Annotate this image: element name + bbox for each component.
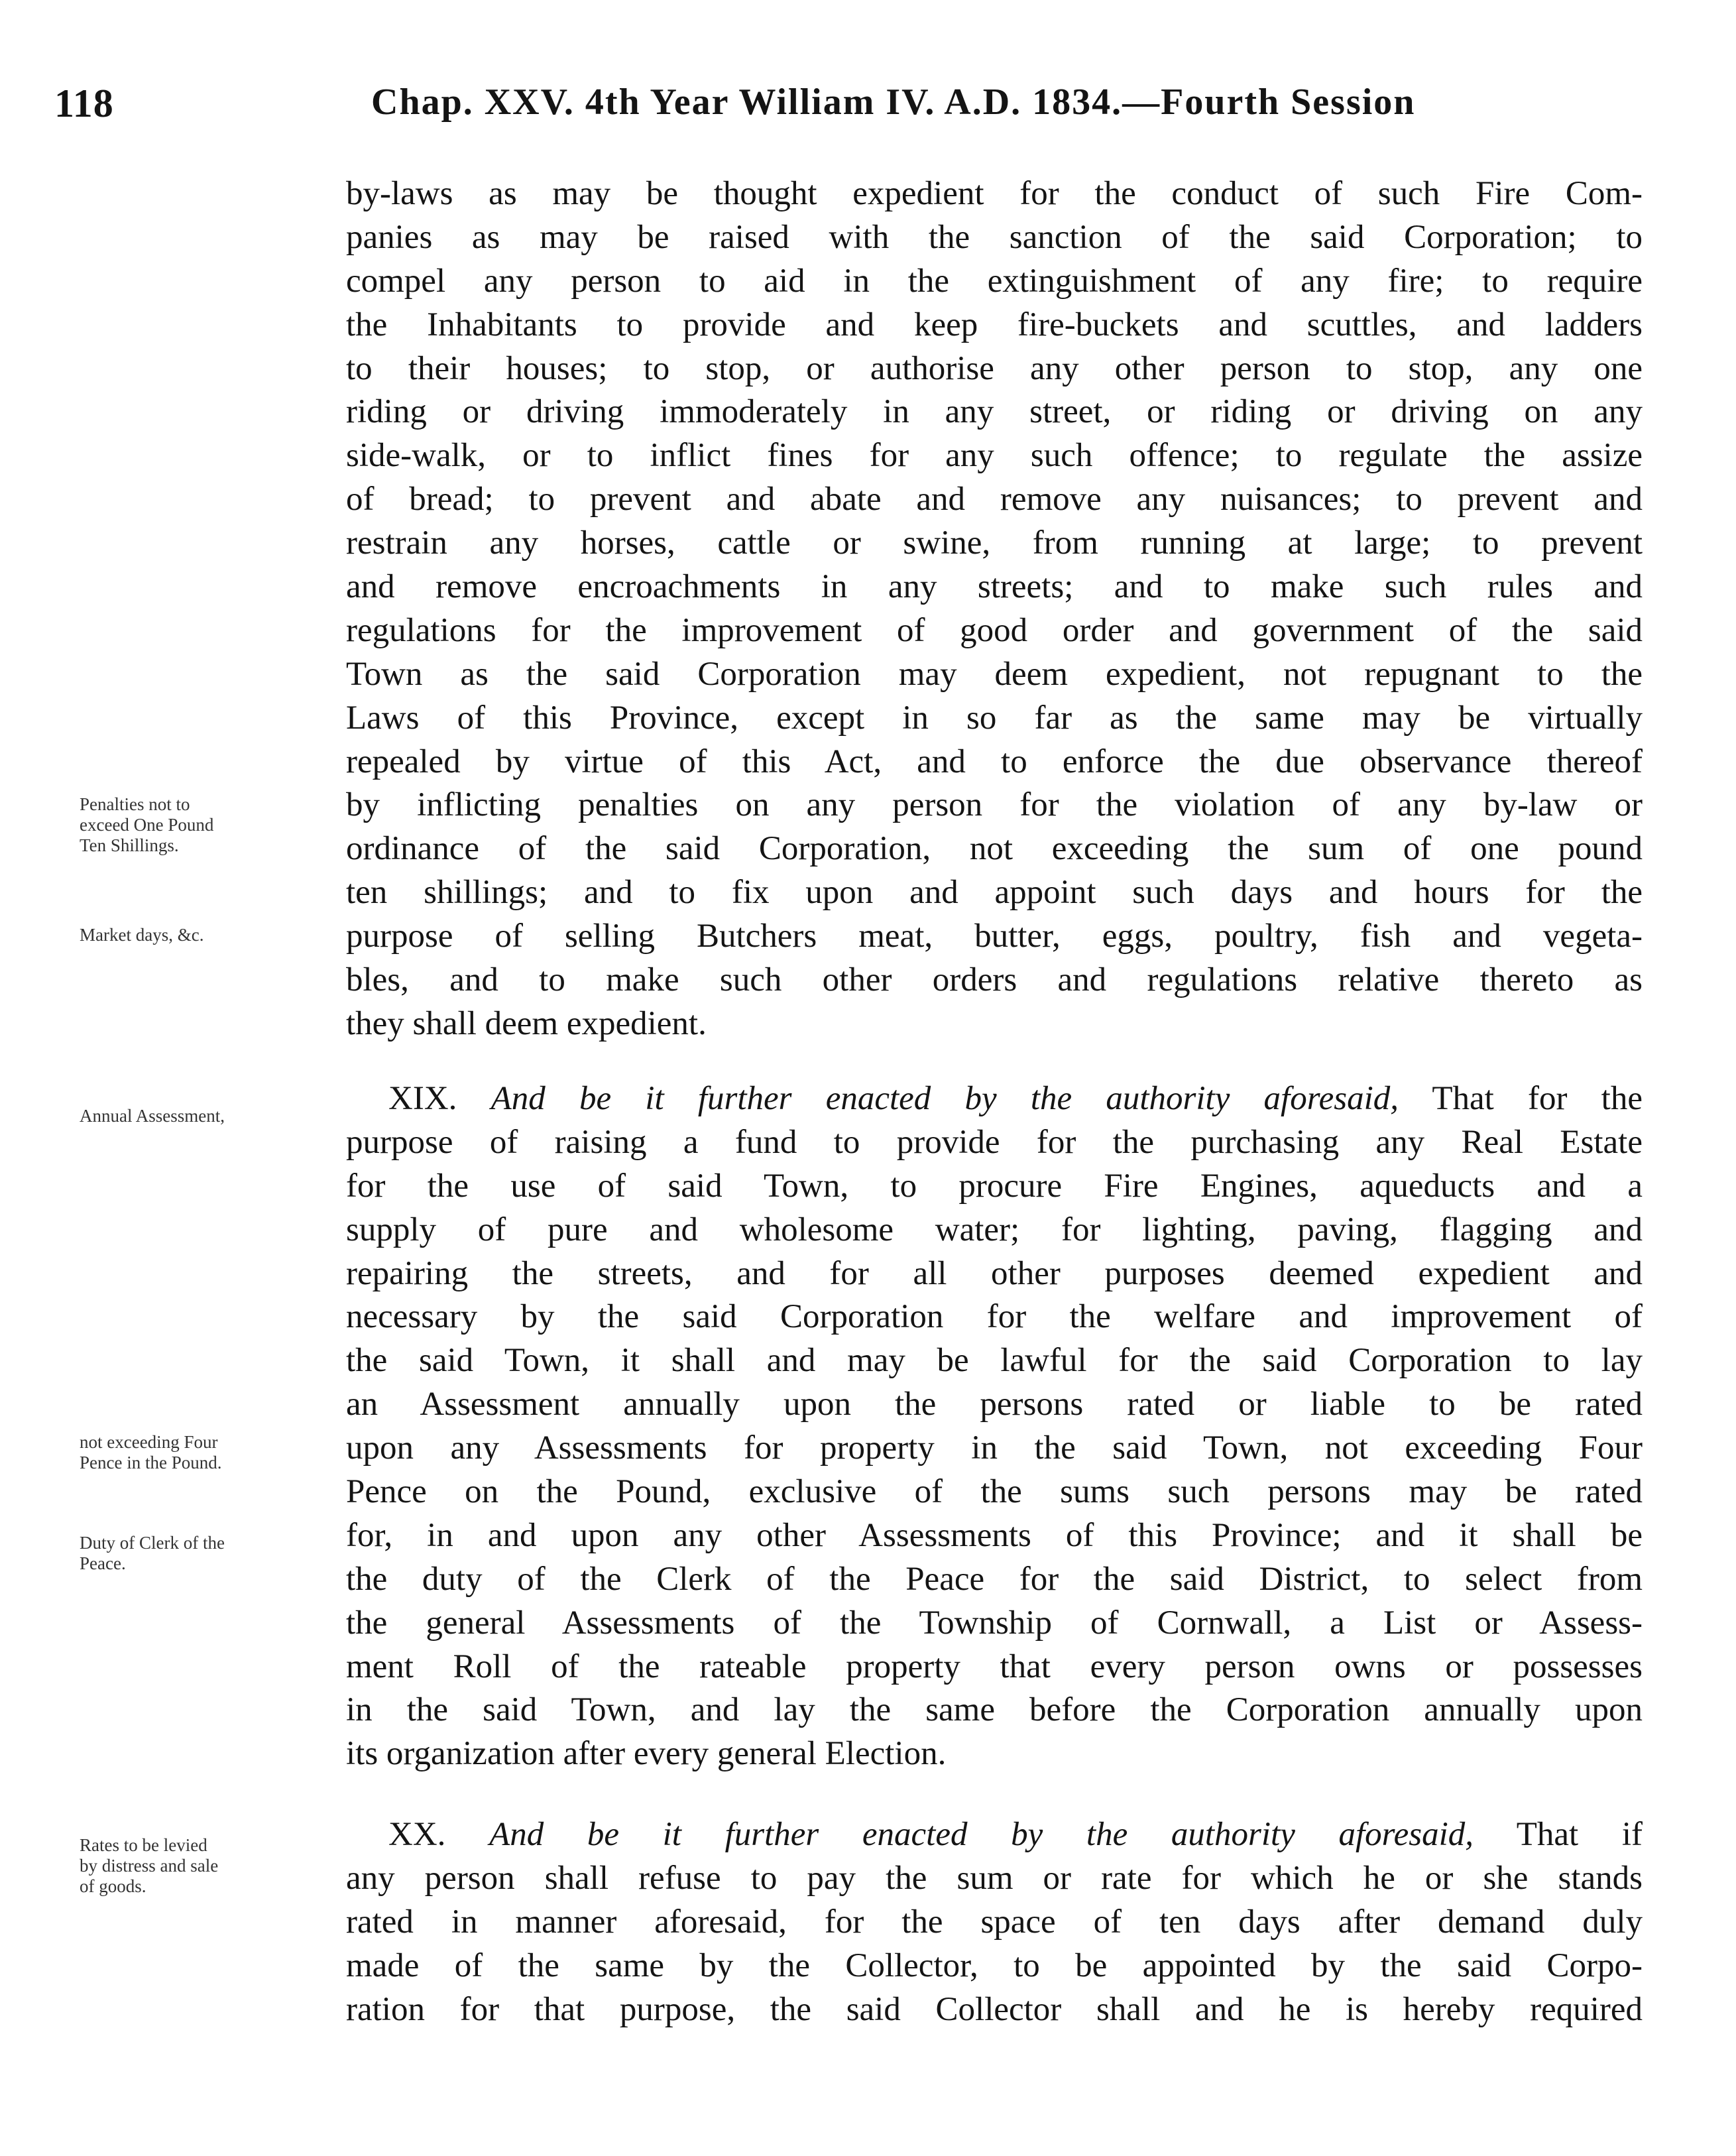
text-line: by inflicting penalties on any person for the violation of any by-law or [346,786,1643,824]
text-line: bles, and to make such other orders and regulations relative thereto as [346,961,1643,999]
margin-note-line: Ten Shillings. [80,835,179,855]
section-xx [346,1813,1643,2031]
text-line: an Assessment annually upon the persons rated or liable to be rated [346,1386,1643,1423]
text-line: supply of pure and wholesome water; for lighting, paving, flagging and [346,1211,1643,1248]
margin-note-line: Annual Assessment, [80,1106,225,1126]
text-line: its organization after every general Election. [346,1735,947,1773]
margin-note-rates-levied [80,1835,218,1897]
margin-note-line: Peace. [80,1553,126,1573]
section-opening-rest: That for the [1432,1080,1643,1117]
text-line: regulations for the improvement of good order and government of the said [346,611,1643,649]
text-line: any person shall refuse to pay the sum or rate for which he or she stands [346,1859,1643,1897]
text-line: side-walk, or to inflict fines for any such offence; to regulate the assize [346,437,1643,475]
margin-note-line: of goods. [80,1876,146,1896]
text-line: rated in manner aforesaid, for the space of ten days after demand duly [346,1903,1643,1941]
margin-note-line: by distress and sale [80,1856,219,1876]
text-line: Laws of this Province, except in so far as the same may be virtually [346,699,1643,737]
text-line: riding or driving immoderately in any street, or riding or driving on any [346,393,1643,431]
text-line: compel any person to aid in the extinguishment of any fire; to require [346,262,1643,300]
section-xix [346,1077,1643,1776]
text-line: for, in and upon any other Assessments of this Province; and it shall be [346,1516,1643,1554]
text-line: made of the same by the Collector, to be appointed by the said Corpo- [346,1946,1643,1984]
text-line: for the use of said Town, to procure Fire Engines, aqueducts and a [346,1167,1643,1205]
text-line: ten shillings; and to fix upon and appoint such days and hours for the [346,874,1643,912]
section-opening-rest: That if [1516,1816,1643,1853]
text-line: purpose of raising a fund to provide for the purchasing any Real Estate [346,1123,1643,1161]
text-line: Town as the said Corporation may deem expedient, not repugnant to the [346,655,1643,693]
text-line: ment Roll of the rateable property that every person owns or possesses [346,1647,1643,1685]
section-numeral: XIX. [388,1080,457,1117]
margin-note-market-days [80,925,203,945]
paragraph-by-laws [346,172,1643,1046]
page-header [0,81,1736,141]
text-line: ration for that purpose, the said Collector shall and he is hereby required [346,1990,1643,2028]
text-line: Pence on the Pound, exclusive of the sums such persons may be rated [346,1473,1643,1511]
margin-note-line: exceed One Pound [80,815,214,835]
margin-note-line: not exceeding Four [80,1432,218,1452]
text-line: by-laws as may be thought expedient for the conduct of such Fire Com- [346,175,1643,212]
enacting-clause: And be it further enacted by the authority aforesaid, [489,1816,1474,1853]
margin-note-clerk-duty [80,1533,225,1574]
text-line: restrain any horses, cattle or swine, from running at large; to prevent [346,524,1643,562]
margin-note-line: Rates to be levied [80,1835,207,1855]
margin-note-line: Pence in the Pound. [80,1453,222,1472]
margin-note-line: Duty of Clerk of the [80,1533,225,1553]
text-line: the said Town, it shall and may be lawful for the said Corporation to lay [346,1342,1643,1380]
section-numeral: XX. [388,1816,446,1853]
text-line: to their houses; to stop, or authorise any other person to stop, any one [346,349,1643,387]
margin-note-line: Penalties not to [80,794,190,814]
text-line: upon any Assessments for property in the said Town, not exceeding Four [346,1429,1643,1467]
running-head: Chap. XXV. 4th Year William IV. A.D. 1834.—Fourth Session [371,82,1416,123]
margin-note-line: Market days, &c. [80,925,204,945]
text-line: and remove encroachments in any streets; and to make such rules and [346,568,1643,606]
page-number: 118 [54,82,114,125]
text-line: panies as may be raised with the sanction of the said Corporation; to [346,218,1643,256]
enacting-clause: And be it further enacted by the authority aforesaid, [491,1080,1399,1117]
text-line: repairing the streets, and for all other purposes deemed expedient and [346,1254,1643,1292]
text-line: the general Assessments of the Township of Cornwall, a List or Assess- [346,1604,1643,1642]
section-opening-line [346,1077,1643,1121]
section-opening-line [346,1813,1643,1857]
margin-note-not-exceeding [80,1432,221,1473]
margin-note-penalties [80,794,213,856]
margin-note-annual-assessment [80,1106,225,1126]
text-line: repealed by virtue of this Act, and to enforce the due observance thereof [346,743,1643,780]
text-line: they shall deem expedient. [346,1004,707,1042]
text-line: the duty of the Clerk of the Peace for the said District, to select from [346,1560,1643,1598]
text-line: in the said Town, and lay the same before the Corporation annually upon [346,1691,1643,1729]
text-line: necessary by the said Corporation for the welfare and improvement of [346,1298,1643,1336]
text-line: of bread; to prevent and abate and remove any nuisances; to prevent and [346,481,1643,518]
text-line: ordinance of the said Corporation, not exceeding the sum of one pound [346,830,1643,868]
text-line: purpose of selling Butchers meat, butter, eggs, poultry, fish and vegeta- [346,918,1643,955]
text-line: the Inhabitants to provide and keep fire-buckets and scuttles, and ladders [346,306,1643,343]
